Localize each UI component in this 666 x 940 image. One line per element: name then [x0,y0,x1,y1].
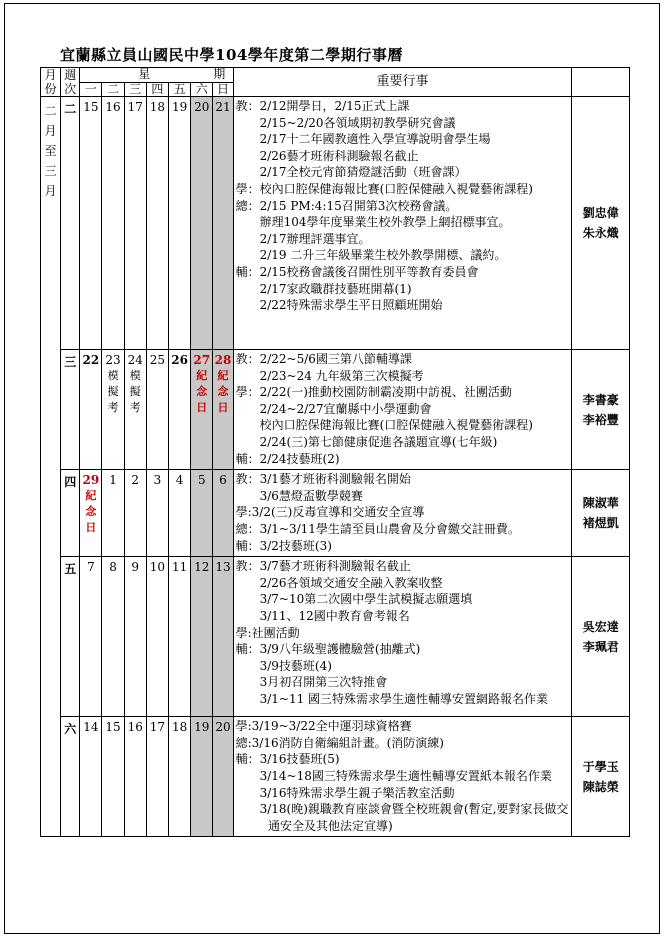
person-cell [572,717,630,837]
day-cell: 18 [146,97,168,350]
header-month [41,68,61,97]
event-line: 學:3/2(三)反毒宣導和交通安全宣導 [235,505,425,520]
person-name: 吳宏達 [582,619,619,634]
person-name: 褚煜凱 [582,516,619,531]
events-cell [233,717,572,837]
event-line: 3月初召開第三次特推會 [235,675,388,690]
person-name: 于學玉 [582,759,619,774]
header-xing: 星 [138,67,151,81]
events-cell [233,557,572,717]
day-cell-sunday [213,350,233,470]
day-cell [80,470,102,557]
event-line: 學：校內口腔保健海報比賽(口腔保健融入視覺藝術課程) [235,181,533,196]
event-line: 3/9技藝班(4) [235,658,332,673]
day-cell-sunday: 20 [213,717,233,837]
day-cell: 2 [124,470,146,557]
week-number: 二 [61,97,80,350]
header-qi: 期 [213,67,226,81]
day-number: 24 [127,353,143,367]
event-line: 輔：3/2技藝班(3) [235,538,332,553]
header-day-sun: 日 [213,82,233,97]
day-note-char: 念 [217,385,229,398]
event-line: 2/19 二升三年級畢業生校外教學開標、議約。 [235,248,507,263]
event-line: 2/24~2/27宜蘭縣中小學運動會 [235,401,432,416]
events-cell [233,470,572,557]
day-cell-sunday: 6 [213,470,233,557]
person-cell [572,557,630,717]
week-row-6 [41,717,630,837]
header-month-char: 份 [44,82,57,96]
event-line: 3/1~11 國三特殊需求學生適性輔導安置網路報名作業 [235,691,549,706]
header-week-char: 週 [64,68,77,82]
day-cell: 11 [169,557,191,717]
event-line: 2/23~24 九年級第三次模擬考 [235,368,424,383]
day-cell-sunday: 21 [213,97,233,350]
person-name: 李珮君 [582,639,619,654]
header-day-thu: 四 [146,82,168,97]
event-line: 3/7~10第二次國中學生試模擬志願選填 [235,592,473,607]
day-cell: 16 [124,717,146,837]
day-note-char: 日 [85,521,97,535]
page-title: 宜蘭縣立員山國民中學104學年度第二學期行事曆 [60,46,403,64]
week-row-4 [41,470,630,557]
events-cell [233,97,572,350]
event-line: 2/17全校元宵節猜燈謎活動（班會課） [235,165,467,180]
day-number: 29 [82,473,100,488]
header-weekday-group [80,68,233,83]
calendar-table [40,67,630,837]
event-line: 2/17家政職群技藝班開幕(1) [235,281,412,296]
day-note-char: 紀 [85,489,97,503]
person-name: 李裕豐 [582,412,619,427]
person-cell [572,350,630,470]
day-cell: 17 [146,717,168,837]
day-cell: 15 [102,717,124,837]
event-line: 學：2/22(一)推動校園防制霸凌期中訪視、社團活動 [235,385,512,400]
day-cell-saturday: 19 [191,717,213,837]
event-line: 2/17十二年國教適性入學宣導說明會學生場 [235,132,491,147]
header-week [61,68,80,97]
event-line: 總：2/15 PM:4:15召開第3次校務會議。 [235,198,458,213]
event-line: 3/14~18國三特殊需求學生適性輔導安置紙本報名作業 [235,768,552,783]
day-cell: 1 [102,470,124,557]
header-row-top [41,68,630,83]
header-day-wed: 三 [124,82,146,97]
person-cell [572,470,630,557]
day-cell-sunday: 13 [213,557,233,717]
events-cell [233,350,572,470]
day-cell: 15 [80,97,102,350]
event-line: 學:3/19~3/22全中運羽球資格賽 [235,719,412,734]
week-number: 五 [61,557,80,717]
event-line: 教：2/22~5/6國三第八節輔導課 [235,352,412,366]
day-cell-saturday: 20 [191,97,213,350]
day-note-char: 擬 [129,385,141,398]
day-note-char: 念 [85,505,97,519]
day-note-char: 擬 [107,385,119,398]
month-char: 二 [44,104,57,118]
day-cell: 9 [124,557,146,717]
day-note-char: 模 [129,369,141,382]
event-line: 2/26藝才班術科測驗報名截止 [235,148,419,163]
day-cell: 16 [102,97,124,350]
event-line: 校內口腔保健海報比賽(口腔保健融入視覺藝術課程) [235,418,533,433]
event-line: 2/17辦理評選事宜。 [235,231,371,246]
day-cell: 26 [169,350,191,470]
header-events: 重要行事 [233,68,572,97]
week-row-5 [41,557,630,717]
day-note-char: 日 [217,401,229,414]
person-name: 李書豪 [582,392,619,407]
day-note-char: 紀 [217,369,229,382]
day-note-char: 念 [196,385,208,398]
day-number: 27 [193,353,211,367]
week-row-3 [41,350,630,470]
header-month-char: 月 [44,68,57,82]
event-line: 3/6慧燈盃數學競賽 [235,488,363,503]
day-note-char: 考 [107,401,119,414]
event-line: 教：2/12開學日，2/15正式上課 [235,99,410,113]
day-cell: 4 [169,470,191,557]
header-day-mon: 一 [80,82,102,97]
week-number: 六 [61,717,80,837]
person-cell [572,97,630,350]
day-cell [124,350,146,470]
day-cell-saturday: 12 [191,557,213,717]
day-cell [102,350,124,470]
month-char: 月 [44,184,57,198]
event-line: 2/26各領域交通安全融入教案收整 [235,575,443,590]
event-line: 教：3/1藝才班術科測驗報名開始 [235,472,411,487]
day-note-char: 考 [129,401,141,414]
event-line: 2/15~2/20各領域期初教學研究會議 [235,115,456,130]
event-line: 3/18(晚)親職教育座談會暨全校班親會(暫定,要對家長做交通安全及其他法定宣導) [235,802,569,833]
header-person [572,68,630,97]
event-line: 輔：3/16技藝班(5) [235,752,340,767]
day-cell: 14 [80,717,102,837]
week-row-2 [41,97,630,350]
event-line: 3/11、12國中教育會考報名 [235,608,410,623]
day-cell: 25 [146,350,168,470]
header-week-char: 次 [64,82,77,96]
day-note-char: 紀 [196,369,208,382]
event-line: 2/22特殊需求學生平日照顧班開始 [235,298,443,313]
day-cell: 22 [80,350,102,470]
person-name: 陳誌榮 [582,779,619,794]
day-number: 23 [105,353,121,367]
week-number: 四 [61,470,80,557]
person-name: 陳淑華 [582,496,619,511]
person-name: 朱永熾 [582,226,619,240]
day-note-char: 日 [196,401,208,414]
event-line: 總：3/1~3/11學生請至員山農會及分會繳交註冊費。 [235,521,520,536]
day-cell-saturday: 5 [191,470,213,557]
day-cell: 19 [169,97,191,350]
event-line: 輔：3/9八年級聖護體驗營(抽離式) [235,642,421,657]
day-cell: 8 [102,557,124,717]
month-char: 月 [44,124,57,138]
event-line: 教：3/7藝才班術科測驗報名截止 [235,559,411,574]
week-number: 三 [61,350,80,470]
event-line: 2/24(三)第七節健康促進各議題宣導(七年級) [235,434,498,449]
person-name: 劉忠偉 [582,206,619,220]
day-number: 28 [214,353,232,367]
day-cell: 18 [169,717,191,837]
header-day-sat: 六 [191,82,213,97]
day-cell: 7 [80,557,102,717]
event-line: 學:社團活動 [235,625,300,640]
event-line: 輔：2/15校務會議後召開性別平等教育委員會 [235,264,479,279]
event-line: 總:3/16消防自衛編組計畫。(消防演練) [235,735,444,750]
month-char: 三 [44,164,57,178]
month-char: 至 [44,144,57,158]
day-cell: 3 [146,470,168,557]
day-cell: 17 [124,97,146,350]
event-line: 3/16特殊需求學生親子樂活教室活動 [235,785,455,800]
day-cell-saturday [191,350,213,470]
day-note-char: 模 [107,369,119,382]
header-day-fri: 五 [169,82,191,97]
month-label [41,97,61,837]
event-line: 輔：2/24技藝班(2) [235,451,340,466]
day-cell: 10 [146,557,168,717]
header-day-tue: 二 [102,82,124,97]
event-line: 辦理104學年度畢業生校外教學上網招標事宜。 [235,215,511,230]
